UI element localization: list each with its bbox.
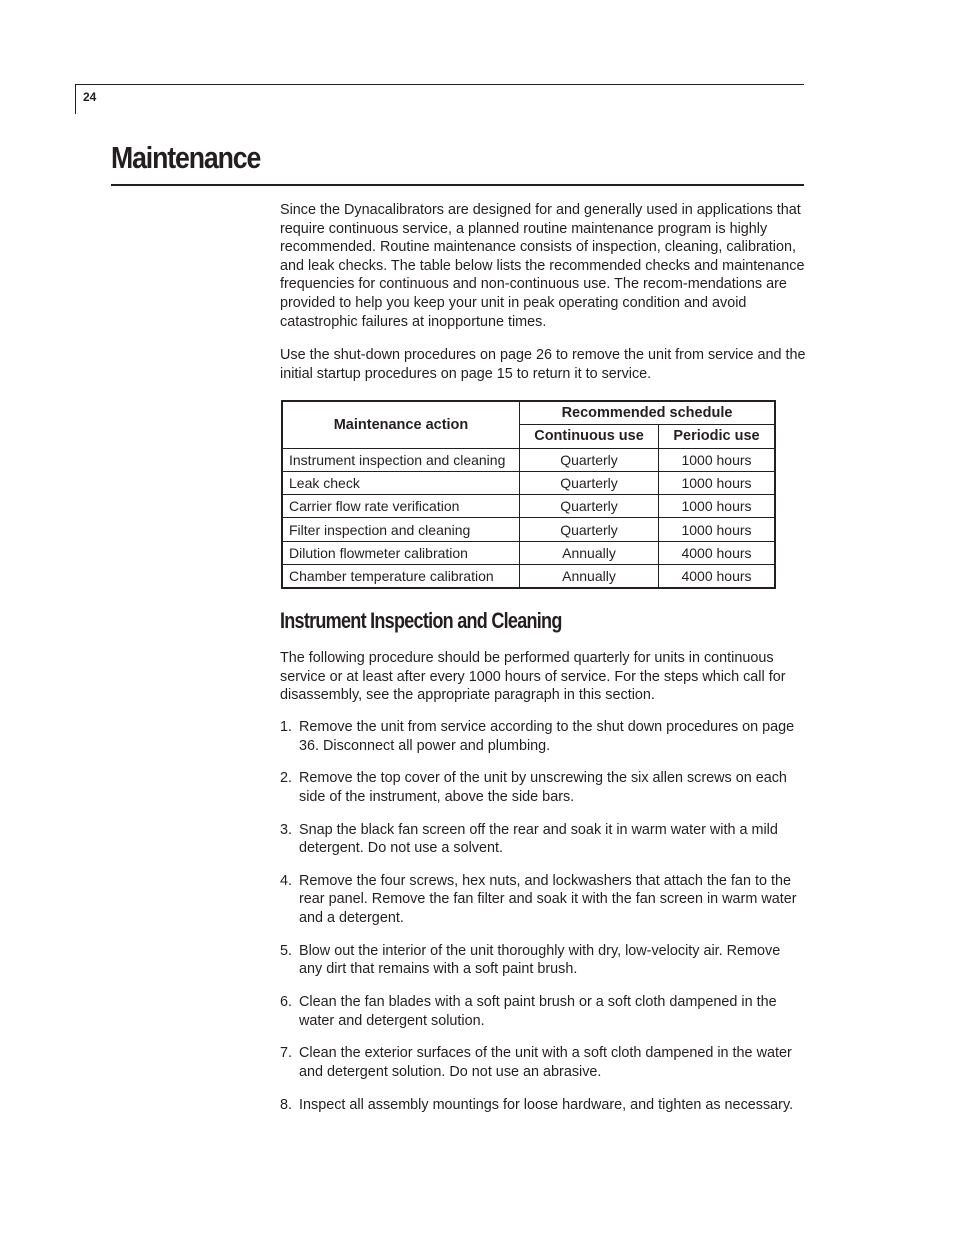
cell-periodic: 1000 hours [659,448,776,471]
cell-continuous: Quarterly [520,495,659,518]
table-row [282,518,775,541]
list-item [280,1096,806,1115]
step-text: Clean the exterior surfaces of the unit with a soft cloth dampened in the water and detergent solution. Do not use an abrasive. [299,1045,792,1080]
section-intro-text: The following procedure should be performed quarterly for units in continuous service or at least after every 1000 hours of service. For the steps which call for disassembly, see the appropriate paragraph in this section. [280,650,786,704]
cell-action: Dilution flowmeter calibration [282,541,520,564]
cell-action: Instrument inspection and cleaning [282,448,520,471]
table-row [282,471,775,494]
cell-continuous: Annually [520,541,659,564]
step-number: 2. [280,770,293,787]
step-number: 4. [280,872,293,889]
intro-paragraph-1-text: Since the Dynacalibrators are designed for and generally used in applications that require continuous service, a planned routine maintenance program is highly recommended. Routine maintenance consists of inspection, cleaning, calibration, and leak checks. The table below lists the recommended checks and maintenance frequencies for continuous and non-continuous use. The recom-mendations are provided to help you keep your unit in peak operating condition and avoid catastrophic failures at inopportune times. [280,202,805,330]
cell-action: Chamber temperature calibration [282,565,520,589]
page-number: 24 [83,90,97,104]
list-item [280,769,806,806]
cell-action: Carrier flow rate verification [282,495,520,518]
step-number: 5. [280,942,293,959]
cell-continuous: Quarterly [520,471,659,494]
cell-action: Leak check [282,471,520,494]
step-number: 3. [280,821,293,838]
step-number: 1. [280,719,293,735]
title-rule [111,184,804,186]
intro-paragraph-2 [280,346,806,383]
table-row [282,495,775,518]
maintenance-schedule-table [281,400,776,589]
table-row [282,541,775,564]
cell-continuous: Quarterly [520,448,659,471]
header-continuous-use: Continuous use [520,425,659,448]
cell-action: Filter inspection and cleaning [282,518,520,541]
list-item [280,872,806,928]
step-text: Clean the fan blades with a soft paint brush or a soft cloth dampened in the water and detergent solution. [299,994,777,1029]
step-text: Remove the four screws, hex nuts, and lockwashers that attach the fan to the rear panel. Remove the fan filter and soak it with the fan screen in warm water and a detergent. [299,872,797,927]
step-text: Blow out the interior of the unit thoroughly with dry, low-velocity air. Remove any dirt that remains with a soft paint brush. [299,942,781,978]
table-body [282,448,775,588]
cell-periodic: 1000 hours [659,495,776,518]
table-row [282,448,775,471]
cell-periodic: 4000 hours [659,541,776,564]
intro-paragraph-1 [280,201,806,331]
cell-periodic: 1000 hours [659,518,776,541]
procedure-steps [280,718,806,1128]
header-tick [75,84,76,114]
list-item [280,821,806,858]
section-intro [280,649,806,705]
step-text: Remove the unit from service according to the shut down procedures on page 36. Disconnect all power and plumbing. [299,719,795,754]
cell-periodic: 4000 hours [659,565,776,589]
header-periodic-use: Periodic use [659,425,776,448]
list-item [280,1044,806,1081]
step-text: Snap the black fan screen off the rear and soak it in warm water with a mild detergent. Do not use a solvent. [299,821,778,857]
header-rule [75,84,804,85]
cell-continuous: Annually [520,565,659,589]
header-maintenance-action: Maintenance action [282,401,520,448]
intro-paragraph-2-text: Use the shut-down procedures on page 26 to remove the unit from service and the initial startup procedures on page 15 to return it to service. [280,347,806,382]
step-number: 8. [280,1096,293,1113]
step-number: 6. [280,994,293,1010]
page-title: Maintenance [111,140,261,175]
table-header-row [282,401,775,425]
list-item [280,942,806,979]
table-row [282,565,775,589]
header-recommended-schedule: Recommended schedule [520,401,776,425]
cell-periodic: 1000 hours [659,471,776,494]
list-item [280,718,806,755]
section-heading: Instrument Inspection and Cleaning [280,608,562,633]
step-text: Inspect all assembly mountings for loose hardware, and tighten as necessary. [299,1096,794,1113]
list-item [280,993,806,1030]
cell-continuous: Quarterly [520,518,659,541]
step-text: Remove the top cover of the unit by unscrewing the six allen screws on each side of the instrument, above the side bars. [299,770,787,805]
step-number: 7. [280,1045,293,1062]
